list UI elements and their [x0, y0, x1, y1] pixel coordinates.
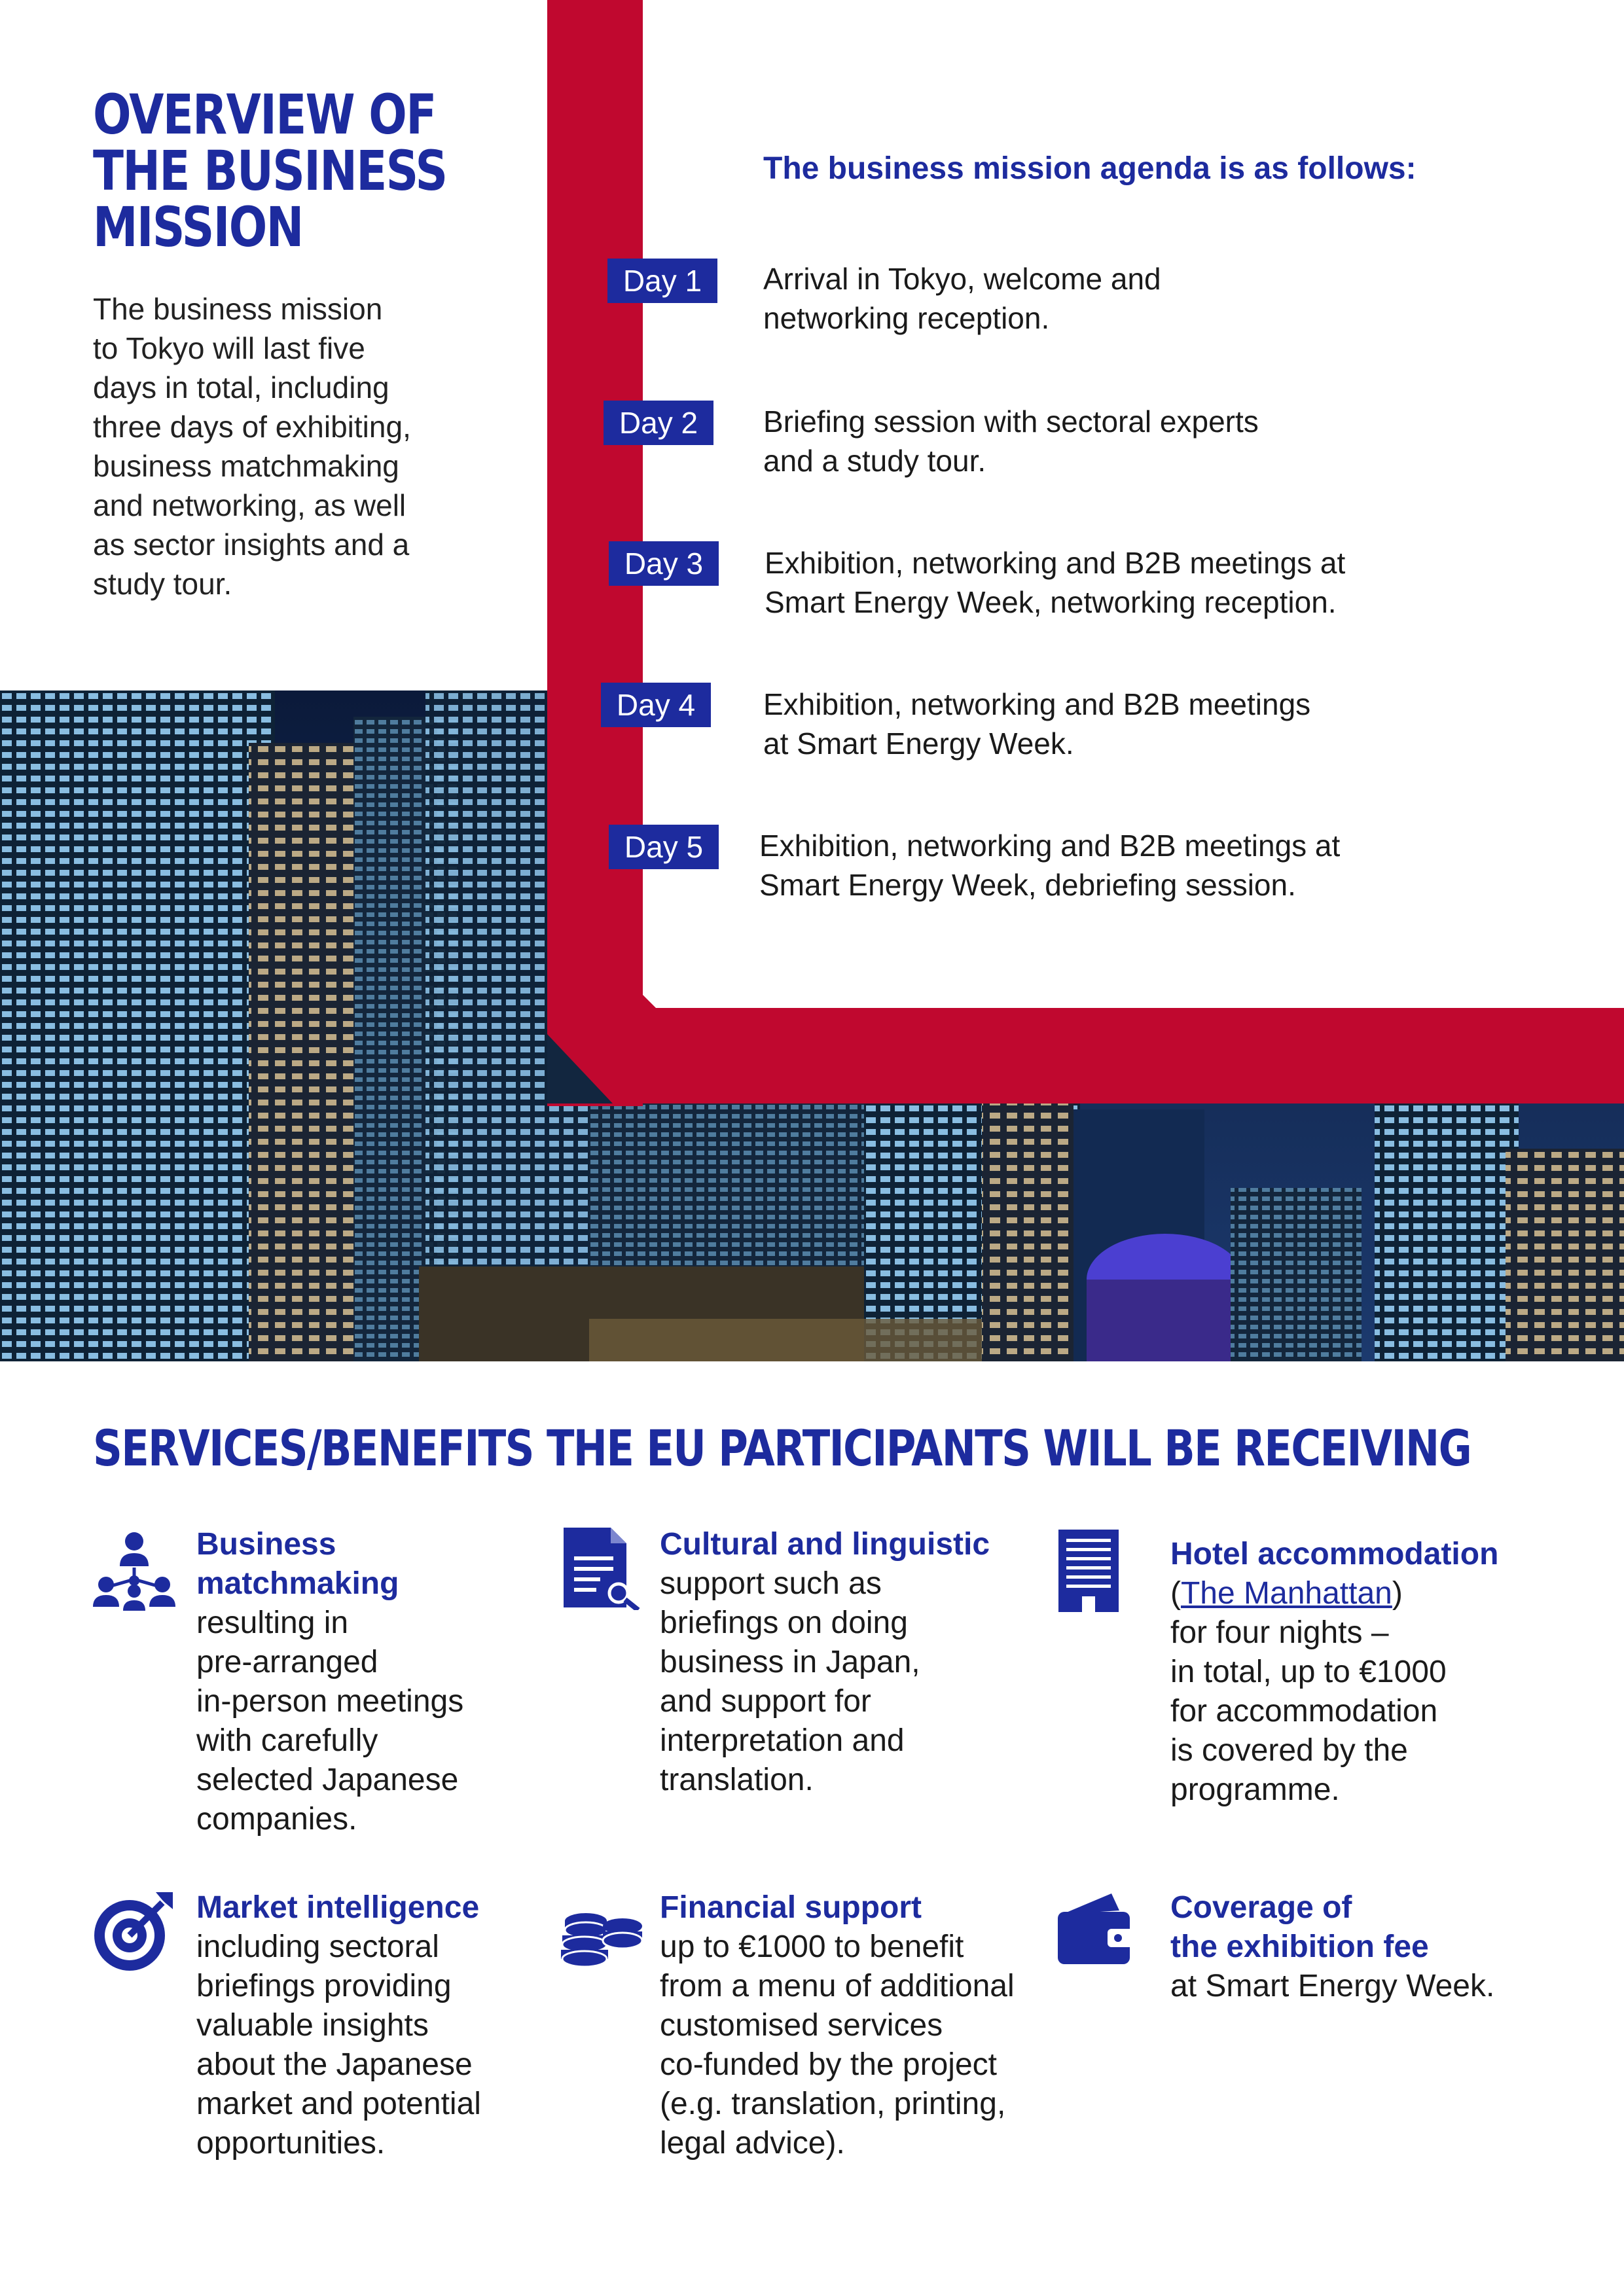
service-line: co-funded by the project [660, 2047, 997, 2082]
day-4-description [763, 685, 1418, 763]
day-5-description [759, 826, 1414, 905]
service-line: at Smart Energy Week. [1170, 1969, 1495, 2003]
service-line: in-person meetings [196, 1684, 464, 1719]
service-cultural-linguistic [660, 1525, 1026, 1800]
day-5-line: Smart Energy Week, debriefing session. [759, 868, 1296, 902]
overview-body-line: to Tokyo will last five [93, 331, 365, 365]
overview-body-line: as sector insights and a [93, 528, 410, 562]
service-line: opportunities. [196, 2126, 386, 2161]
day-3-line: Exhibition, networking and B2B meetings at [765, 546, 1346, 580]
link-suffix: ) [1392, 1576, 1403, 1611]
day-2-line: Briefing session with sectoral experts [763, 404, 1259, 439]
service-line: translation. [660, 1763, 814, 1797]
day-3-badge: Day 3 [609, 541, 719, 586]
service-line: support such as [660, 1566, 882, 1601]
day-4-badge: Day 4 [601, 683, 711, 727]
white-panel-corner [643, 995, 669, 1021]
service-line: and support for [660, 1684, 871, 1719]
day-2-line: and a study tour. [763, 444, 986, 478]
service-line: is covered by the [1170, 1733, 1408, 1768]
day-1-line: Arrival in Tokyo, welcome and [763, 262, 1161, 296]
overview-title-line: OVERVIEW OF [93, 82, 436, 147]
overview-body-line: and networking, as well [93, 488, 406, 522]
service-financial-support [660, 1888, 1079, 2163]
day-4-line: Exhibition, networking and B2B meetings [763, 687, 1311, 721]
service-line: briefings on doing [660, 1605, 908, 1640]
day-2-description [763, 402, 1418, 480]
service-line: briefings providing [196, 1969, 452, 2003]
day-1-description [763, 259, 1418, 338]
service-line: pre-arranged [196, 1645, 378, 1679]
service-title-line: Market intelligence [196, 1890, 480, 1925]
service-line: for four nights – [1170, 1615, 1389, 1650]
day-3-description [765, 543, 1419, 622]
day-2-badge: Day 2 [604, 401, 713, 445]
day-5-line: Exhibition, networking and B2B meetings at [759, 829, 1341, 863]
overview-title [93, 82, 469, 259]
service-line: with carefully [196, 1723, 378, 1758]
target-icon [92, 1888, 177, 1973]
service-exhibition-fee [1170, 1888, 1563, 2006]
services-title: SERVICES/BENEFITS THE EU PARTICIPANTS WILL BE RECEIVING [93, 1419, 1471, 1477]
service-line: valuable insights [196, 2008, 429, 2043]
service-line: for accommodation [1170, 1694, 1438, 1729]
coins-icon [560, 1895, 645, 1980]
overview-body-line: business matchmaking [93, 449, 399, 483]
service-line: companies. [196, 1802, 357, 1837]
overview-title-line: THE BUSINESS [93, 139, 447, 203]
service-title-line: Cultural and linguistic [660, 1527, 990, 1562]
service-line: resulting in [196, 1605, 349, 1640]
wallet-icon [1055, 1888, 1140, 1973]
day-5-badge: Day 5 [609, 825, 719, 869]
service-line: about the Japanese [196, 2047, 473, 2082]
overview-body [93, 289, 518, 603]
service-title-line: Financial support [660, 1890, 922, 1925]
day-4-line: at Smart Energy Week. [763, 726, 1074, 761]
agenda-heading: The business mission agenda is as follows: [763, 151, 1416, 186]
service-line: selected Japanese [196, 1763, 459, 1797]
service-title-line: Hotel accommodation [1170, 1537, 1499, 1571]
service-line: legal advice). [660, 2126, 845, 2161]
overview-body-line: days in total, including [93, 370, 389, 404]
service-hotel-accommodation [1170, 1535, 1563, 1810]
network-people-icon [92, 1528, 177, 1613]
service-line: programme. [1170, 1772, 1340, 1807]
service-line: customised services [660, 2008, 943, 2043]
service-line: up to €1000 to benefit [660, 1929, 964, 1964]
service-market-intelligence [196, 1888, 563, 2163]
service-line: business in Japan, [660, 1645, 920, 1679]
document-search-icon [560, 1525, 645, 1610]
service-line: (e.g. translation, printing, [660, 2087, 1006, 2121]
service-title-line: Coverage of [1170, 1890, 1352, 1925]
the-manhattan-link[interactable]: The Manhattan [1180, 1576, 1392, 1611]
day-3-line: Smart Energy Week, networking reception. [765, 585, 1337, 619]
overview-body-line: study tour. [93, 567, 232, 601]
service-line: market and potential [196, 2087, 481, 2121]
overview-body-line: three days of exhibiting, [93, 410, 411, 444]
service-line: interpretation and [660, 1723, 905, 1758]
service-title-line: matchmaking [196, 1566, 399, 1601]
service-title-line: Business [196, 1527, 336, 1562]
overview-body-line: The business mission [93, 292, 383, 326]
day-1-badge: Day 1 [607, 259, 717, 303]
building-icon [1051, 1528, 1136, 1613]
overview-title-line: MISSION [93, 195, 303, 259]
service-business-matchmaking [196, 1525, 497, 1839]
hotel-link-line [1170, 1574, 1563, 1613]
service-title-line: the exhibition fee [1170, 1929, 1429, 1964]
service-line: including sectoral [196, 1929, 439, 1964]
service-line: from a menu of additional [660, 1969, 1015, 2003]
red-frame-corner [547, 1008, 643, 1103]
day-1-line: networking reception. [763, 301, 1050, 335]
service-line: in total, up to €1000 [1170, 1655, 1447, 1689]
red-frame-horizontal [547, 1008, 1624, 1103]
link-prefix: ( [1170, 1576, 1181, 1611]
